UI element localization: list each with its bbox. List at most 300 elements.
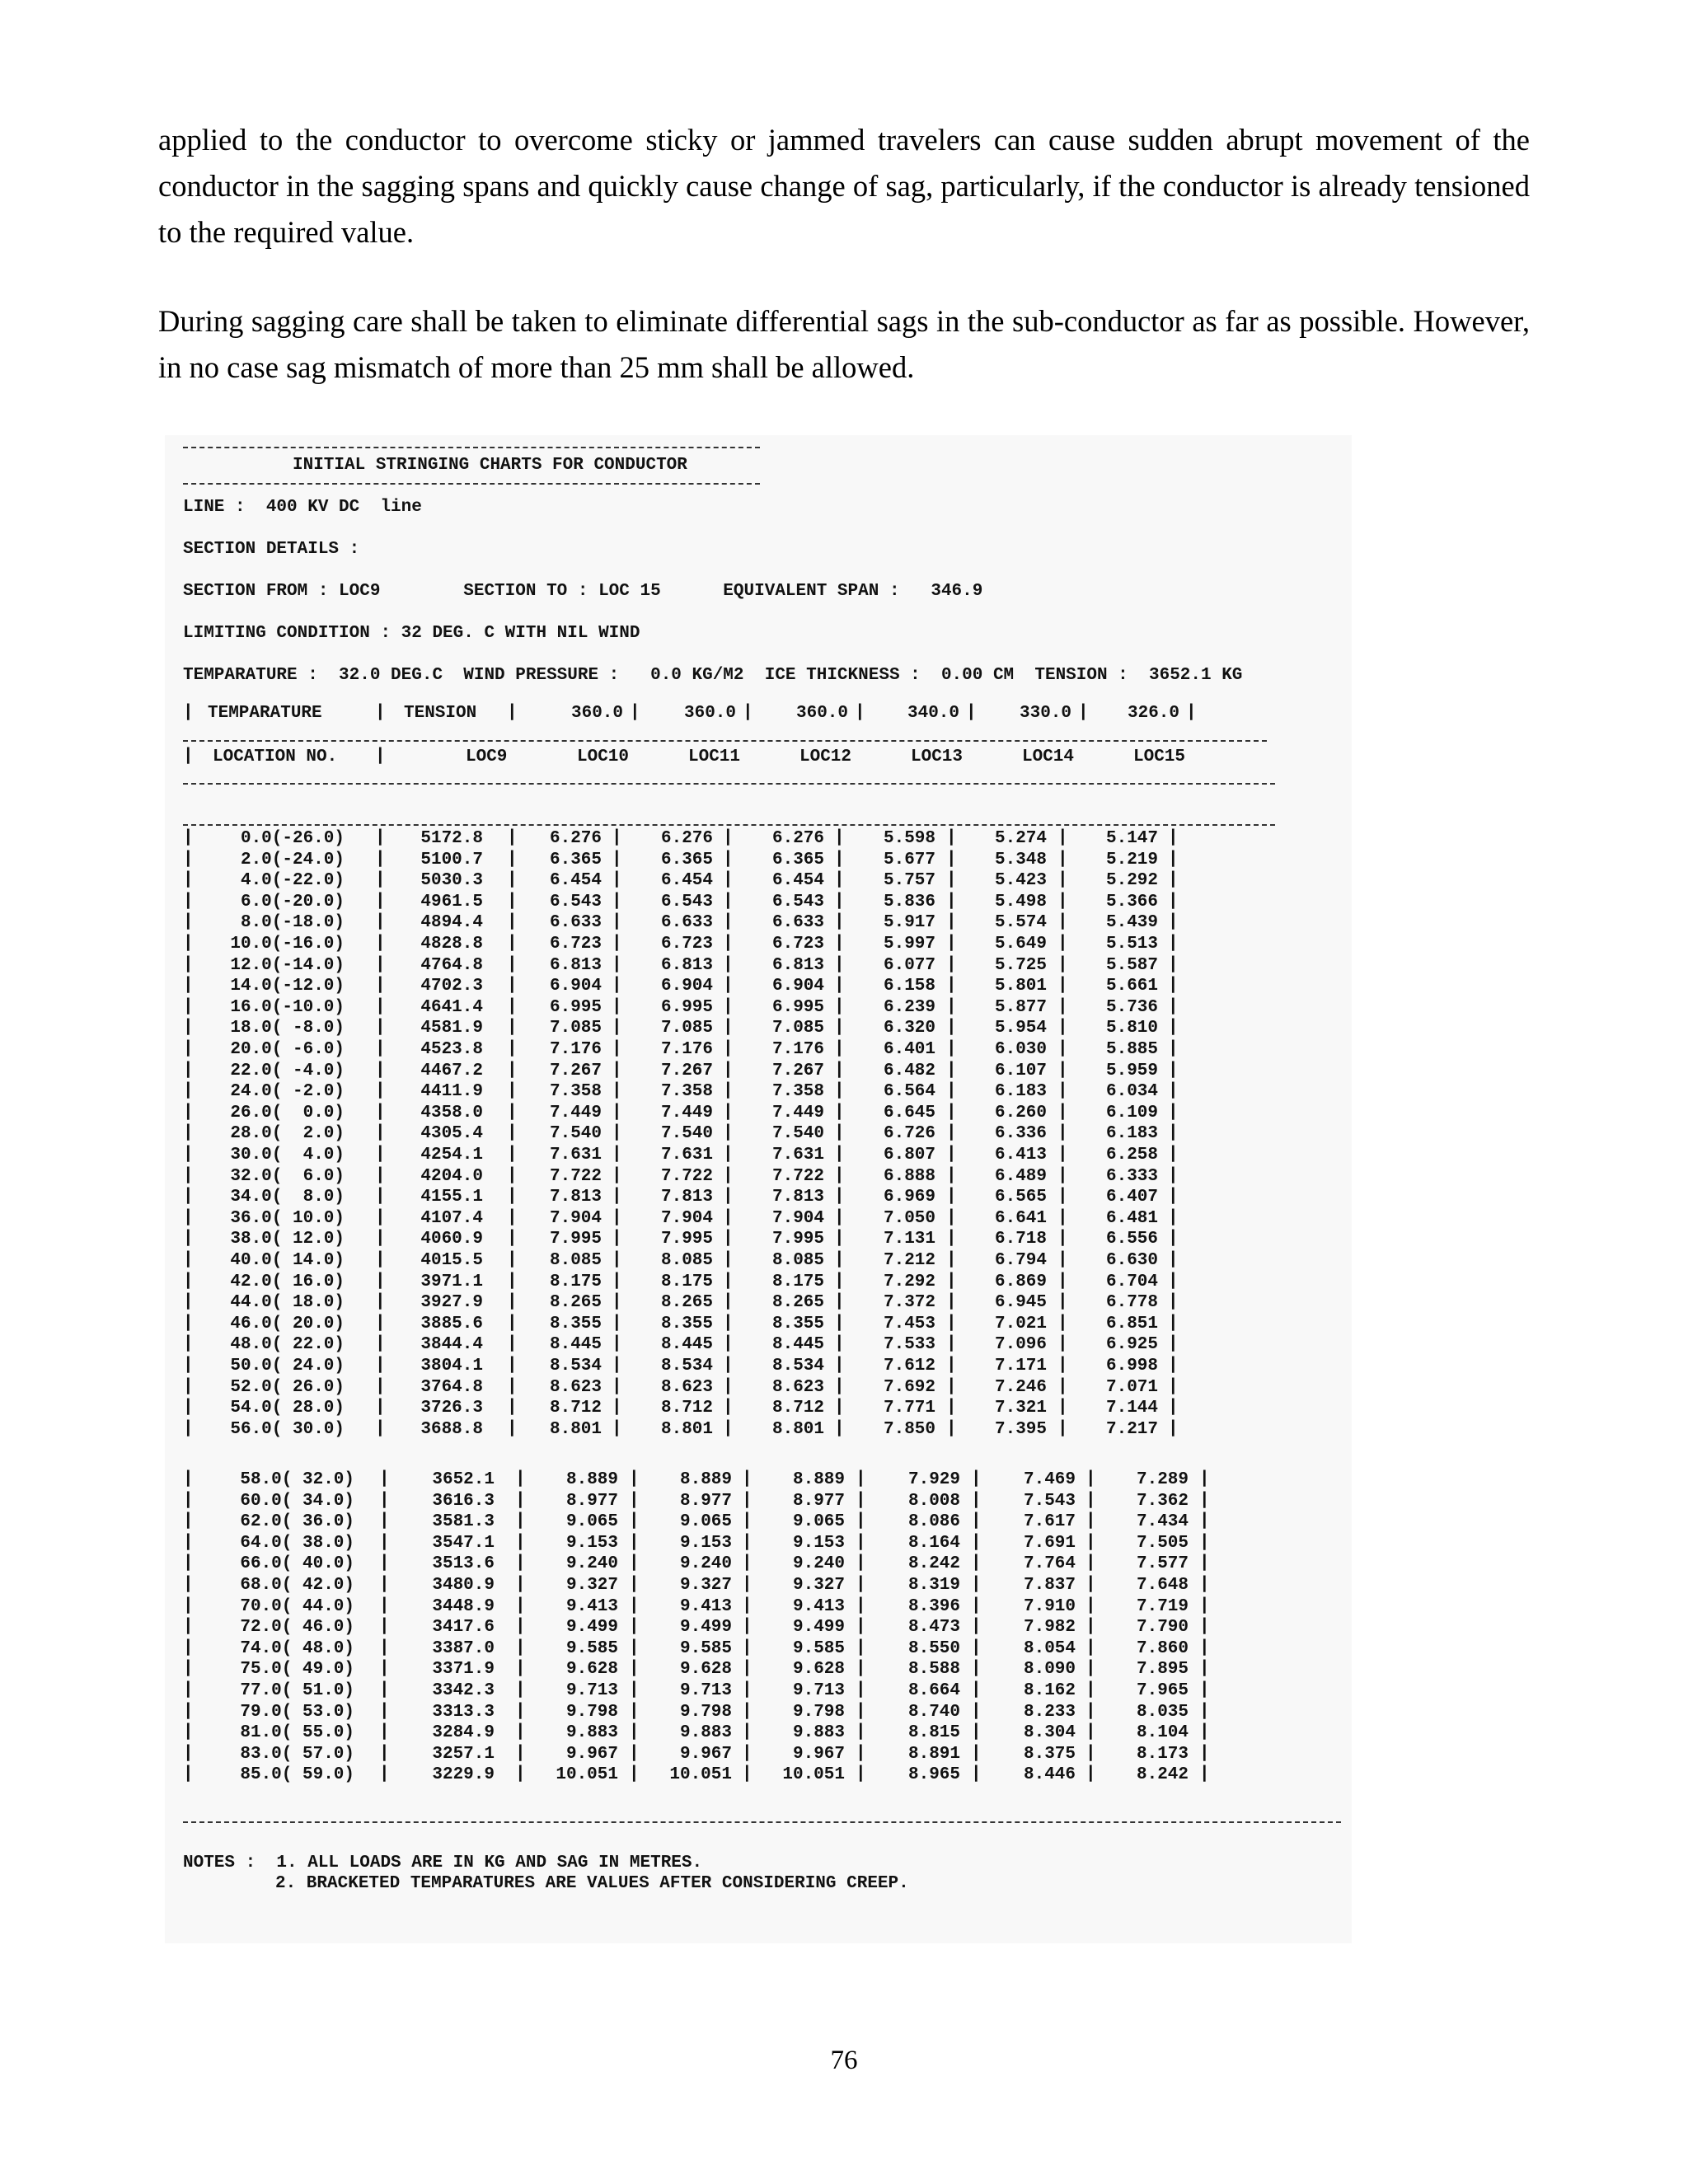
col-separator: | <box>1168 996 1179 1016</box>
col-separator: | <box>834 1207 845 1227</box>
row-tension: 3284.9 <box>432 1723 495 1743</box>
col-separator: | <box>856 1765 866 1784</box>
col-separator: | <box>856 1490 866 1510</box>
row-sag: 8.054 <box>1023 1638 1076 1658</box>
col-separator: | <box>183 1187 194 1207</box>
row-tension: 3547.1 <box>432 1533 495 1553</box>
row-temperature: 18.0( -8.0) <box>230 1019 345 1038</box>
span-length: 360.0 <box>683 704 736 723</box>
col-separator: | <box>723 1018 734 1038</box>
col-separator: | <box>1085 1554 1096 1573</box>
col-separator: | <box>612 1250 622 1269</box>
row-temperature: 56.0( 30.0) <box>230 1419 345 1439</box>
row-sag: 6.945 <box>994 1293 1047 1313</box>
col-separator: | <box>515 1490 526 1510</box>
row-sag: 8.623 <box>549 1377 602 1397</box>
col-separator: | <box>946 828 957 847</box>
col-separator: | <box>612 1145 622 1164</box>
col-separator: | <box>375 1418 386 1438</box>
col-separator: | <box>946 912 957 932</box>
row-sag: 9.713 <box>679 1681 732 1700</box>
col-separator: | <box>723 1145 734 1164</box>
span-length: 330.0 <box>1019 704 1071 723</box>
col-separator: | <box>375 1102 386 1122</box>
col-separator: | <box>1057 1398 1068 1418</box>
col-separator: | <box>1168 891 1179 911</box>
col-separator: | <box>971 1743 982 1763</box>
col-separator: | <box>183 1229 194 1249</box>
row-temperature: 46.0( 20.0) <box>230 1314 345 1333</box>
col-separator: | <box>379 1638 390 1657</box>
row-sag: 6.645 <box>883 1103 935 1122</box>
row-sag: 8.550 <box>907 1638 960 1658</box>
row-sag: 6.888 <box>883 1166 935 1186</box>
col-separator: | <box>375 1081 386 1101</box>
col-separator: | <box>183 996 194 1016</box>
row-sag: 7.764 <box>1023 1554 1076 1574</box>
row-sag: 6.333 <box>1105 1166 1158 1186</box>
row-sag: 8.623 <box>771 1377 824 1397</box>
col-separator: | <box>612 1123 622 1143</box>
col-separator: | <box>723 828 734 847</box>
row-sag: 8.375 <box>1023 1744 1076 1764</box>
col-separator: | <box>612 976 622 996</box>
col-separator: | <box>742 1596 753 1615</box>
col-separator: | <box>379 1701 390 1721</box>
col-separator: | <box>379 1596 390 1615</box>
col-separator: | <box>515 1575 526 1594</box>
col-separator: | <box>507 1060 518 1080</box>
row-sag: 6.454 <box>771 871 824 891</box>
col-separator: | <box>375 976 386 996</box>
row-sag: 7.691 <box>1023 1533 1076 1553</box>
col-separator: | <box>946 1418 957 1438</box>
row-sag: 9.883 <box>792 1723 845 1743</box>
row-temperature: 24.0( -2.0) <box>230 1082 345 1102</box>
row-sag: 8.445 <box>549 1335 602 1355</box>
row-tension: 4358.0 <box>420 1103 483 1122</box>
table-rule-bottom <box>183 1821 1341 1823</box>
row-sag: 8.588 <box>907 1660 960 1680</box>
col-separator: | <box>507 1102 518 1122</box>
row-tension: 3652.1 <box>432 1470 495 1489</box>
col-separator: | <box>375 870 386 890</box>
col-separator: | <box>507 1229 518 1249</box>
col-separator: | <box>183 1060 194 1080</box>
col-separator: | <box>1085 1701 1096 1721</box>
col-separator: | <box>612 1313 622 1333</box>
row-sag: 7.395 <box>994 1419 1047 1439</box>
row-sag: 5.725 <box>994 955 1047 975</box>
row-sag: 10.051 <box>782 1765 845 1785</box>
header-temperature: TEMPARATURE <box>208 704 322 723</box>
col-separator: | <box>507 1018 518 1038</box>
col-separator: | <box>1057 1102 1068 1122</box>
col-separator: | <box>1168 1292 1179 1312</box>
row-sag: 7.267 <box>549 1061 602 1080</box>
col-separator: | <box>183 1469 194 1488</box>
row-sag: 7.085 <box>549 1019 602 1038</box>
row-tension: 4764.8 <box>420 955 483 975</box>
row-temperature: 81.0( 55.0) <box>240 1723 354 1743</box>
col-separator: | <box>507 1313 518 1333</box>
col-separator: | <box>1057 1123 1068 1143</box>
row-sag: 9.065 <box>679 1512 732 1532</box>
row-sag: 7.850 <box>883 1419 935 1439</box>
row-tension: 3764.8 <box>420 1377 483 1397</box>
col-separator: | <box>1085 1680 1096 1699</box>
row-sag: 5.598 <box>883 829 935 848</box>
row-sag: 7.434 <box>1136 1512 1189 1532</box>
col-separator: | <box>723 1356 734 1375</box>
row-tension: 3417.6 <box>432 1618 495 1638</box>
row-sag: 5.959 <box>1105 1061 1158 1080</box>
row-sag: 8.977 <box>679 1491 732 1511</box>
col-separator: | <box>1168 1356 1179 1375</box>
col-separator: | <box>1057 1187 1068 1207</box>
col-separator: | <box>834 1102 845 1122</box>
col-separator: | <box>1057 828 1068 847</box>
col-separator: | <box>834 1018 845 1038</box>
row-sag: 6.158 <box>883 977 935 996</box>
col-separator: | <box>515 1701 526 1721</box>
col-separator: | <box>375 1313 386 1333</box>
row-sag: 7.540 <box>549 1124 602 1144</box>
col-separator: | <box>1168 1165 1179 1185</box>
location-label: LOC11 <box>688 748 741 766</box>
col-separator: | <box>375 1207 386 1227</box>
col-separator: | <box>375 1398 386 1418</box>
row-temperature: 28.0( 2.0) <box>230 1124 345 1144</box>
row-sag: 9.240 <box>565 1554 618 1574</box>
col-separator: | <box>1199 1554 1210 1573</box>
row-sag: 6.813 <box>549 955 602 975</box>
col-separator: | <box>507 1081 518 1101</box>
row-tension: 3616.3 <box>432 1491 495 1511</box>
row-sag: 6.401 <box>883 1040 935 1059</box>
col-separator: | <box>612 934 622 953</box>
col-separator: | <box>183 1511 194 1531</box>
col-separator: | <box>375 954 386 974</box>
location-label: LOC14 <box>1022 748 1075 766</box>
col-separator: | <box>183 849 194 869</box>
col-separator: | <box>375 1292 386 1312</box>
col-separator: | <box>183 976 194 996</box>
col-separator: | <box>1057 1060 1068 1080</box>
col-separator: | <box>723 1229 734 1249</box>
row-sag: 5.147 <box>1105 829 1158 848</box>
location-label: LOC10 <box>577 748 630 766</box>
row-sag: 6.723 <box>549 935 602 954</box>
row-sag: 7.505 <box>1136 1533 1189 1553</box>
col-separator: | <box>723 1313 734 1333</box>
row-sag: 8.242 <box>1136 1765 1189 1785</box>
col-separator: | <box>612 1418 622 1438</box>
row-sag: 6.183 <box>1105 1124 1158 1144</box>
col-separator: | <box>1168 1250 1179 1269</box>
row-sag: 6.454 <box>660 871 713 891</box>
row-tension: 4060.9 <box>420 1230 483 1249</box>
col-separator: | <box>1168 954 1179 974</box>
row-sag: 8.534 <box>549 1357 602 1376</box>
row-temperature: 12.0(-14.0) <box>230 955 345 975</box>
col-separator: | <box>856 1469 866 1488</box>
row-sag: 9.798 <box>792 1702 845 1722</box>
col-separator: | <box>946 1165 957 1185</box>
col-separator: | <box>375 1229 386 1249</box>
col-separator: | <box>1199 1575 1210 1594</box>
row-sag: 7.995 <box>771 1230 824 1249</box>
col-separator: | <box>183 1145 194 1164</box>
col-separator: | <box>971 1701 982 1721</box>
col-separator: | <box>1168 1313 1179 1333</box>
row-temperature: 8.0(-18.0) <box>240 913 345 933</box>
row-sag: 7.071 <box>1105 1377 1158 1397</box>
col-separator: | <box>629 1490 640 1510</box>
col-separator: | <box>183 1418 194 1438</box>
col-separator: | <box>834 912 845 932</box>
row-sag: 7.813 <box>771 1188 824 1207</box>
col-separator: | <box>375 1145 386 1164</box>
col-separator: | <box>723 1187 734 1207</box>
row-tension: 3342.3 <box>432 1681 495 1700</box>
row-temperature: 48.0( 22.0) <box>230 1335 345 1355</box>
row-sag: 6.969 <box>883 1188 935 1207</box>
row-sag: 8.712 <box>549 1399 602 1418</box>
row-sag: 8.977 <box>565 1491 618 1511</box>
row-tension: 3387.0 <box>432 1638 495 1658</box>
col-separator: | <box>946 1229 957 1249</box>
row-sag: 7.813 <box>549 1188 602 1207</box>
location-label: LOC9 <box>466 748 508 766</box>
col-separator: | <box>1168 1271 1179 1291</box>
col-separator: | <box>946 1081 957 1101</box>
row-sag: 7.144 <box>1105 1399 1158 1418</box>
row-temperature: 85.0( 59.0) <box>240 1765 354 1785</box>
row-tension: 5172.8 <box>420 829 483 848</box>
row-sag: 6.239 <box>883 997 935 1017</box>
col-separator: | <box>183 1081 194 1101</box>
row-sag: 6.564 <box>883 1082 935 1102</box>
col-separator: | <box>507 1376 518 1396</box>
col-separator: | <box>183 1271 194 1291</box>
row-sag: 8.086 <box>907 1512 960 1532</box>
body-paragraph-1: applied to the conductor to overcome sticky or jammed travelers can cause sudden abrupt movement of the conductor in the sagging spans and quickly cause change of sag, particularly, if the conductor is already tensioned to the required value. <box>158 123 1530 249</box>
row-tension: 3927.9 <box>420 1293 483 1313</box>
col-separator: | <box>183 747 194 766</box>
col-separator: | <box>723 1060 734 1080</box>
row-sag: 7.449 <box>660 1103 713 1122</box>
col-separator: | <box>1057 1418 1068 1438</box>
row-sag: 7.719 <box>1136 1596 1189 1616</box>
col-separator: | <box>971 1469 982 1488</box>
col-separator: | <box>946 1060 957 1080</box>
col-separator: | <box>971 1490 982 1510</box>
row-temperature: 38.0( 12.0) <box>230 1230 345 1249</box>
col-separator: | <box>612 1271 622 1291</box>
col-separator: | <box>834 1081 845 1101</box>
col-separator: | <box>379 1554 390 1573</box>
row-sag: 6.482 <box>883 1061 935 1080</box>
col-separator: | <box>834 1123 845 1143</box>
row-sag: 6.998 <box>1105 1357 1158 1376</box>
col-separator: | <box>946 1313 957 1333</box>
col-separator: | <box>723 1271 734 1291</box>
col-separator: | <box>183 1680 194 1699</box>
row-sag: 5.649 <box>994 935 1047 954</box>
col-separator: | <box>946 1145 957 1164</box>
col-separator: | <box>834 1187 845 1207</box>
col-separator: | <box>946 1102 957 1122</box>
row-temperature: 62.0( 36.0) <box>240 1512 354 1532</box>
row-sag: 7.096 <box>994 1335 1047 1355</box>
notes-line-1: NOTES : 1. ALL LOADS ARE IN KG AND SAG IN METRES. <box>183 1854 703 1872</box>
col-separator: | <box>834 828 845 847</box>
row-sag: 9.628 <box>565 1660 618 1680</box>
row-sag: 8.712 <box>771 1399 824 1418</box>
row-tension: 4702.3 <box>420 977 483 996</box>
col-separator: | <box>1168 849 1179 869</box>
col-separator: | <box>946 1250 957 1269</box>
col-separator: | <box>742 1765 753 1784</box>
col-separator: | <box>1057 1313 1068 1333</box>
row-tension: 3688.8 <box>420 1419 483 1439</box>
col-separator: | <box>183 1356 194 1375</box>
row-sag: 8.085 <box>771 1251 824 1270</box>
col-separator: | <box>379 1722 390 1742</box>
col-separator: | <box>742 1701 753 1721</box>
row-sag: 6.276 <box>549 829 602 848</box>
col-separator: | <box>723 912 734 932</box>
col-separator: | <box>834 996 845 1016</box>
row-sag: 6.633 <box>549 913 602 933</box>
row-tension: 4204.0 <box>420 1166 483 1186</box>
col-separator: | <box>834 1418 845 1438</box>
col-separator: | <box>183 1018 194 1038</box>
col-separator: | <box>183 912 194 932</box>
col-separator: | <box>1085 1532 1096 1552</box>
row-sag: 8.445 <box>771 1335 824 1355</box>
row-sag: 8.889 <box>792 1470 845 1489</box>
col-separator: | <box>1057 1356 1068 1375</box>
row-sag: 7.085 <box>771 1019 824 1038</box>
row-sag: 7.267 <box>660 1061 713 1080</box>
line-info: LINE : 400 KV DC line <box>183 498 422 517</box>
row-sag: 8.534 <box>660 1357 713 1376</box>
col-separator: | <box>183 1701 194 1721</box>
col-separator: | <box>629 1765 640 1784</box>
row-sag: 7.453 <box>883 1314 935 1333</box>
col-separator: | <box>612 1292 622 1312</box>
col-separator: | <box>971 1659 982 1679</box>
row-temperature: 66.0( 40.0) <box>240 1554 354 1574</box>
col-separator: | <box>375 996 386 1016</box>
row-sag: 6.543 <box>771 892 824 912</box>
row-sag: 7.540 <box>771 1124 824 1144</box>
row-sag: 7.692 <box>883 1377 935 1397</box>
col-separator: | <box>507 1356 518 1375</box>
col-separator: | <box>723 1081 734 1101</box>
row-sag: 7.790 <box>1136 1618 1189 1638</box>
row-sag: 6.543 <box>549 892 602 912</box>
col-separator: | <box>742 1469 753 1488</box>
col-separator: | <box>375 1039 386 1058</box>
col-separator: | <box>1057 1334 1068 1354</box>
col-separator: | <box>375 1376 386 1396</box>
col-separator: | <box>515 1743 526 1763</box>
col-separator: | <box>507 1398 518 1418</box>
row-sag: 7.722 <box>549 1166 602 1186</box>
col-separator: | <box>742 1680 753 1699</box>
row-tension: 4107.4 <box>420 1208 483 1228</box>
row-sag: 9.967 <box>679 1744 732 1764</box>
col-separator: | <box>723 976 734 996</box>
row-sag: 7.085 <box>660 1019 713 1038</box>
row-sag: 9.327 <box>792 1576 845 1595</box>
row-sag: 7.449 <box>549 1103 602 1122</box>
row-sag: 6.365 <box>771 850 824 869</box>
row-sag: 8.889 <box>679 1470 732 1489</box>
span-length: 326.0 <box>1127 704 1179 723</box>
row-sag: 6.320 <box>883 1019 935 1038</box>
col-separator: | <box>515 1596 526 1615</box>
row-sag: 8.173 <box>1136 1744 1189 1764</box>
col-separator: | <box>1199 1490 1210 1510</box>
row-sag: 5.292 <box>1105 871 1158 891</box>
row-sag: 5.757 <box>883 871 935 891</box>
col-separator: | <box>507 934 518 953</box>
col-separator: | <box>375 1356 386 1375</box>
col-separator: | <box>183 1334 194 1354</box>
col-separator: | <box>723 1039 734 1058</box>
row-sag: 6.904 <box>549 977 602 996</box>
col-separator: | <box>1085 1511 1096 1531</box>
row-sag: 6.718 <box>994 1230 1047 1249</box>
col-separator: | <box>183 1765 194 1784</box>
col-separator: | <box>1057 1165 1068 1185</box>
col-separator: | <box>1199 1469 1210 1488</box>
col-separator: | <box>855 703 865 722</box>
col-separator: | <box>612 1187 622 1207</box>
col-separator: | <box>612 1398 622 1418</box>
row-sag: 9.585 <box>792 1638 845 1658</box>
row-sag: 9.413 <box>792 1596 845 1616</box>
col-separator: | <box>507 1250 518 1269</box>
row-sag: 8.265 <box>549 1293 602 1313</box>
col-separator: | <box>183 891 194 911</box>
row-sag: 9.240 <box>792 1554 845 1574</box>
row-sag: 7.217 <box>1105 1419 1158 1439</box>
row-sag: 8.355 <box>549 1314 602 1333</box>
col-separator: | <box>629 1743 640 1763</box>
col-separator: | <box>1199 1617 1210 1637</box>
row-temperature: 2.0(-24.0) <box>240 850 345 869</box>
col-separator: | <box>723 954 734 974</box>
row-sag: 7.362 <box>1136 1491 1189 1511</box>
row-sag: 7.722 <box>771 1166 824 1186</box>
row-sag: 9.798 <box>565 1702 618 1722</box>
col-separator: | <box>1199 1722 1210 1742</box>
col-separator: | <box>1168 1187 1179 1207</box>
col-separator: | <box>1085 1659 1096 1679</box>
row-sag: 5.661 <box>1105 977 1158 996</box>
row-sag: 8.085 <box>549 1251 602 1270</box>
col-separator: | <box>742 1743 753 1763</box>
col-separator: | <box>1168 1060 1179 1080</box>
col-separator: | <box>1057 912 1068 932</box>
row-sag: 7.267 <box>771 1061 824 1080</box>
row-sag: 8.534 <box>771 1357 824 1376</box>
